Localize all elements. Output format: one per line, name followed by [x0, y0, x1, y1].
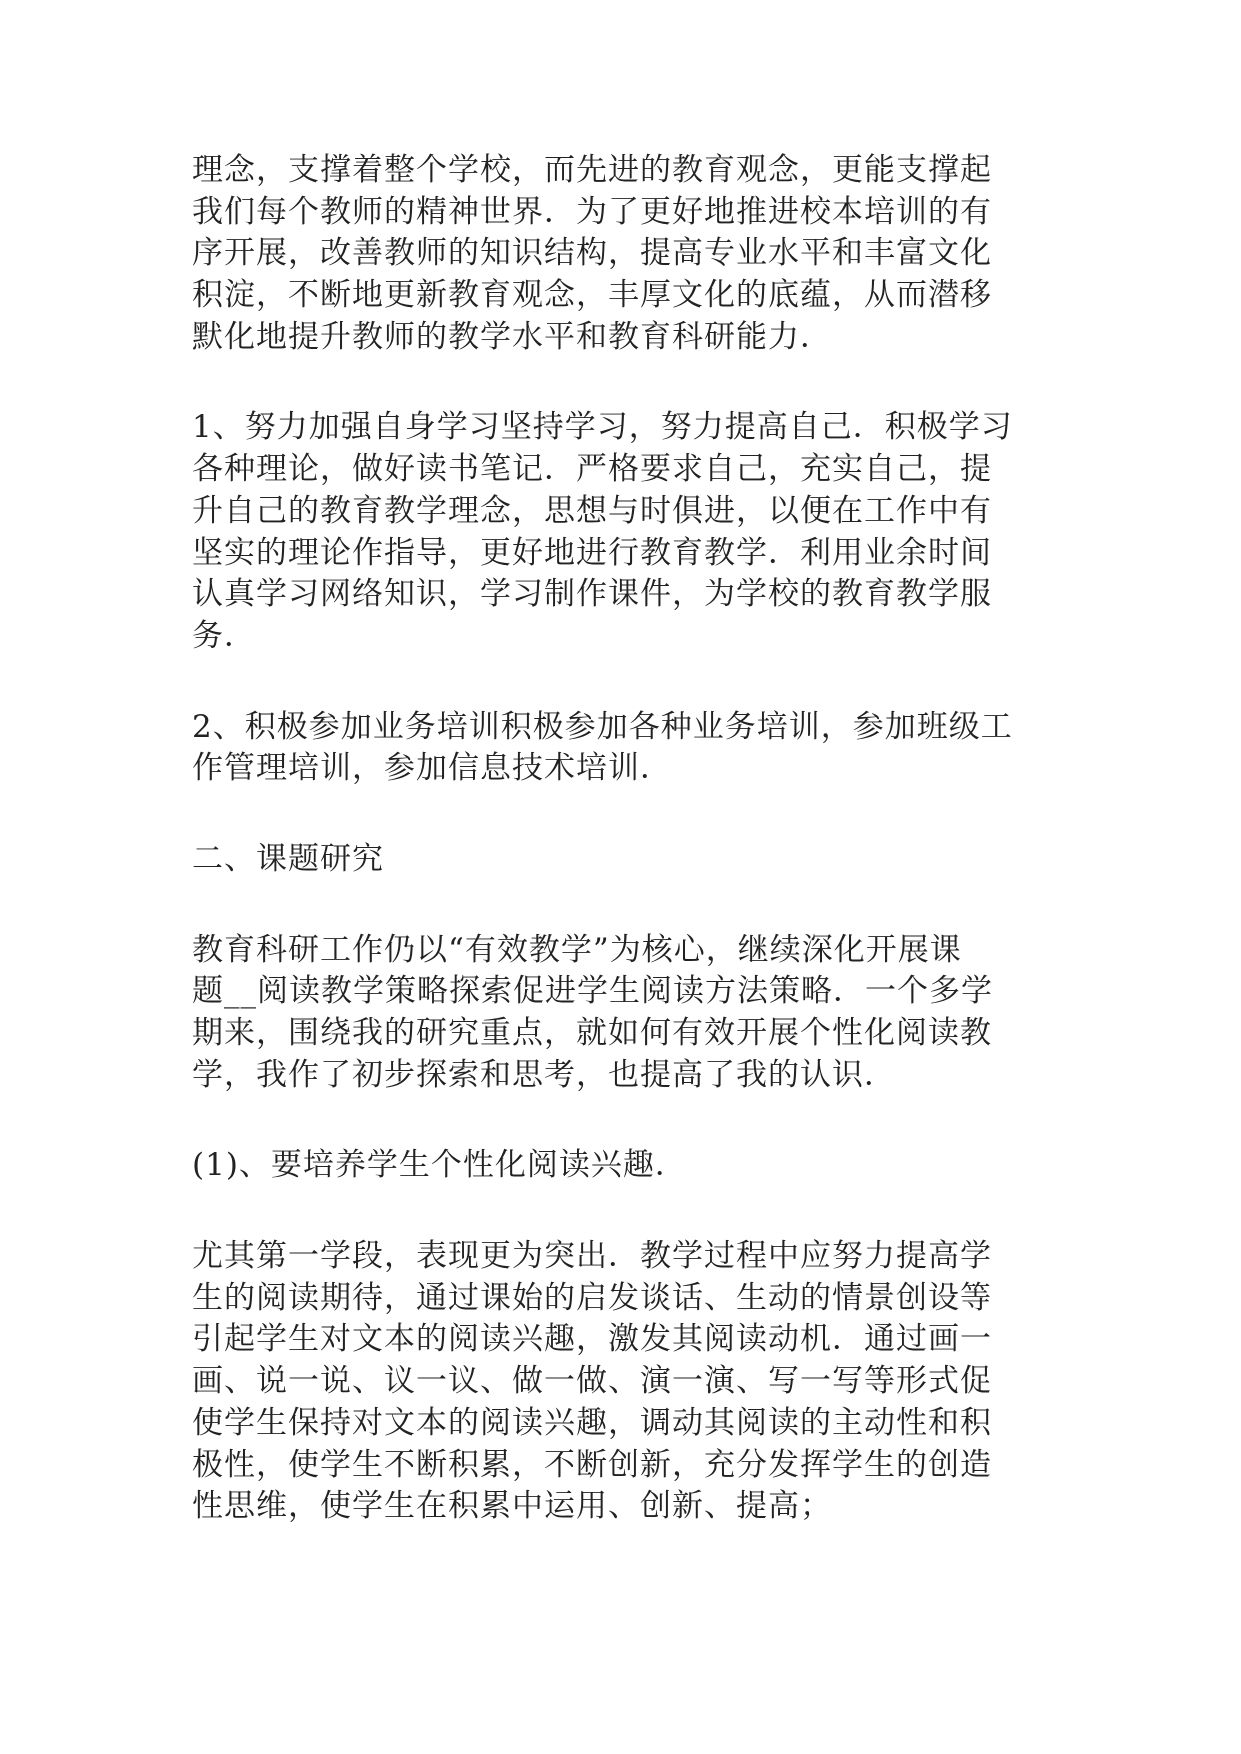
text-line: 题__阅读教学策略探索促进学生阅读方法策略．一个多学 — [192, 973, 993, 1010]
text-line: 画、说一说、议一议、做一做、演一演、写一写等形式促 — [192, 1363, 992, 1400]
paragraph-gap — [192, 1096, 1052, 1145]
heading-line: 二、课题研究 — [192, 840, 384, 877]
paragraph-gap — [192, 1187, 1052, 1236]
subheading-line: (1)、要培养学生个性化阅读兴趣． — [192, 1147, 687, 1184]
text-line: 极性，使学生不断积累，不断创新，充分发挥学生的创造 — [192, 1446, 992, 1483]
paragraph-item-2 — [192, 707, 1052, 790]
text-line: 生的阅读期待，通过课始的启发谈话、生动的情景创设等 — [192, 1279, 992, 1316]
paragraph-gap — [192, 658, 1052, 707]
text-line: 1、努力加强自身学习坚持学习，努力提高自己．积极学习 — [192, 409, 1013, 446]
text-line: 升自己的教育教学理念，思想与时俱进，以便在工作中有 — [192, 492, 992, 529]
text-line: 使学生保持对文本的阅读兴趣，调动其阅读的主动性和积 — [192, 1404, 992, 1441]
text-line: 我们每个教师的精神世界．为了更好地推进校本培训的有 — [192, 193, 992, 230]
paragraph-gap — [192, 358, 1052, 407]
text-line: 各种理论，做好读书笔记．严格要求自己，充实自己，提 — [192, 451, 992, 488]
document-body — [192, 150, 1052, 1528]
text-line: 认真学习网络知识，学习制作课件，为学校的教育教学服 — [192, 576, 992, 613]
text-line: 尤其第一学段，表现更为突出．教学过程中应努力提高学 — [192, 1238, 992, 1275]
paragraph-research — [192, 930, 1052, 1097]
subheading-1 — [192, 1145, 1052, 1187]
text-line: 性思维，使学生在积累中运用、创新、提高； — [192, 1488, 832, 1525]
paragraph-interest — [192, 1236, 1052, 1528]
section-heading — [192, 839, 1052, 881]
text-line: 2、积极参加业务培训积极参加各种业务培训，参加班级工 — [192, 708, 1013, 745]
text-line: 默化地提升教师的教学水平和教育科研能力． — [192, 318, 832, 355]
text-line: 序开展，改善教师的知识结构，提高专业水平和丰富文化 — [192, 235, 992, 272]
text-line: 坚实的理论作指导，更好地进行教育教学．利用业余时间 — [192, 534, 992, 571]
text-line: 教育科研工作仍以“有效教学”为核心，继续深化开展课 — [192, 931, 962, 968]
text-line: 积淀，不断地更新教育观念，丰厚文化的底蕴，从而潜移 — [192, 277, 992, 314]
text-line: 引起学生对文本的阅读兴趣，激发其阅读动机．通过画一 — [192, 1321, 992, 1358]
text-line: 作管理培训，参加信息技术培训． — [192, 750, 672, 787]
text-line: 理念，支撑着整个学校，而先进的教育观念，更能支撑起 — [192, 152, 992, 188]
paragraph-intro — [192, 150, 1052, 358]
paragraph-gap — [192, 881, 1052, 930]
paragraph-gap — [192, 790, 1052, 839]
paragraph-item-1 — [192, 407, 1052, 657]
text-line: 期来，围绕我的研究重点，就如何有效开展个性化阅读教 — [192, 1015, 992, 1051]
text-line: 务． — [192, 617, 256, 654]
text-line: 学，我作了初步探索和思考，也提高了我的认识． — [192, 1056, 896, 1093]
